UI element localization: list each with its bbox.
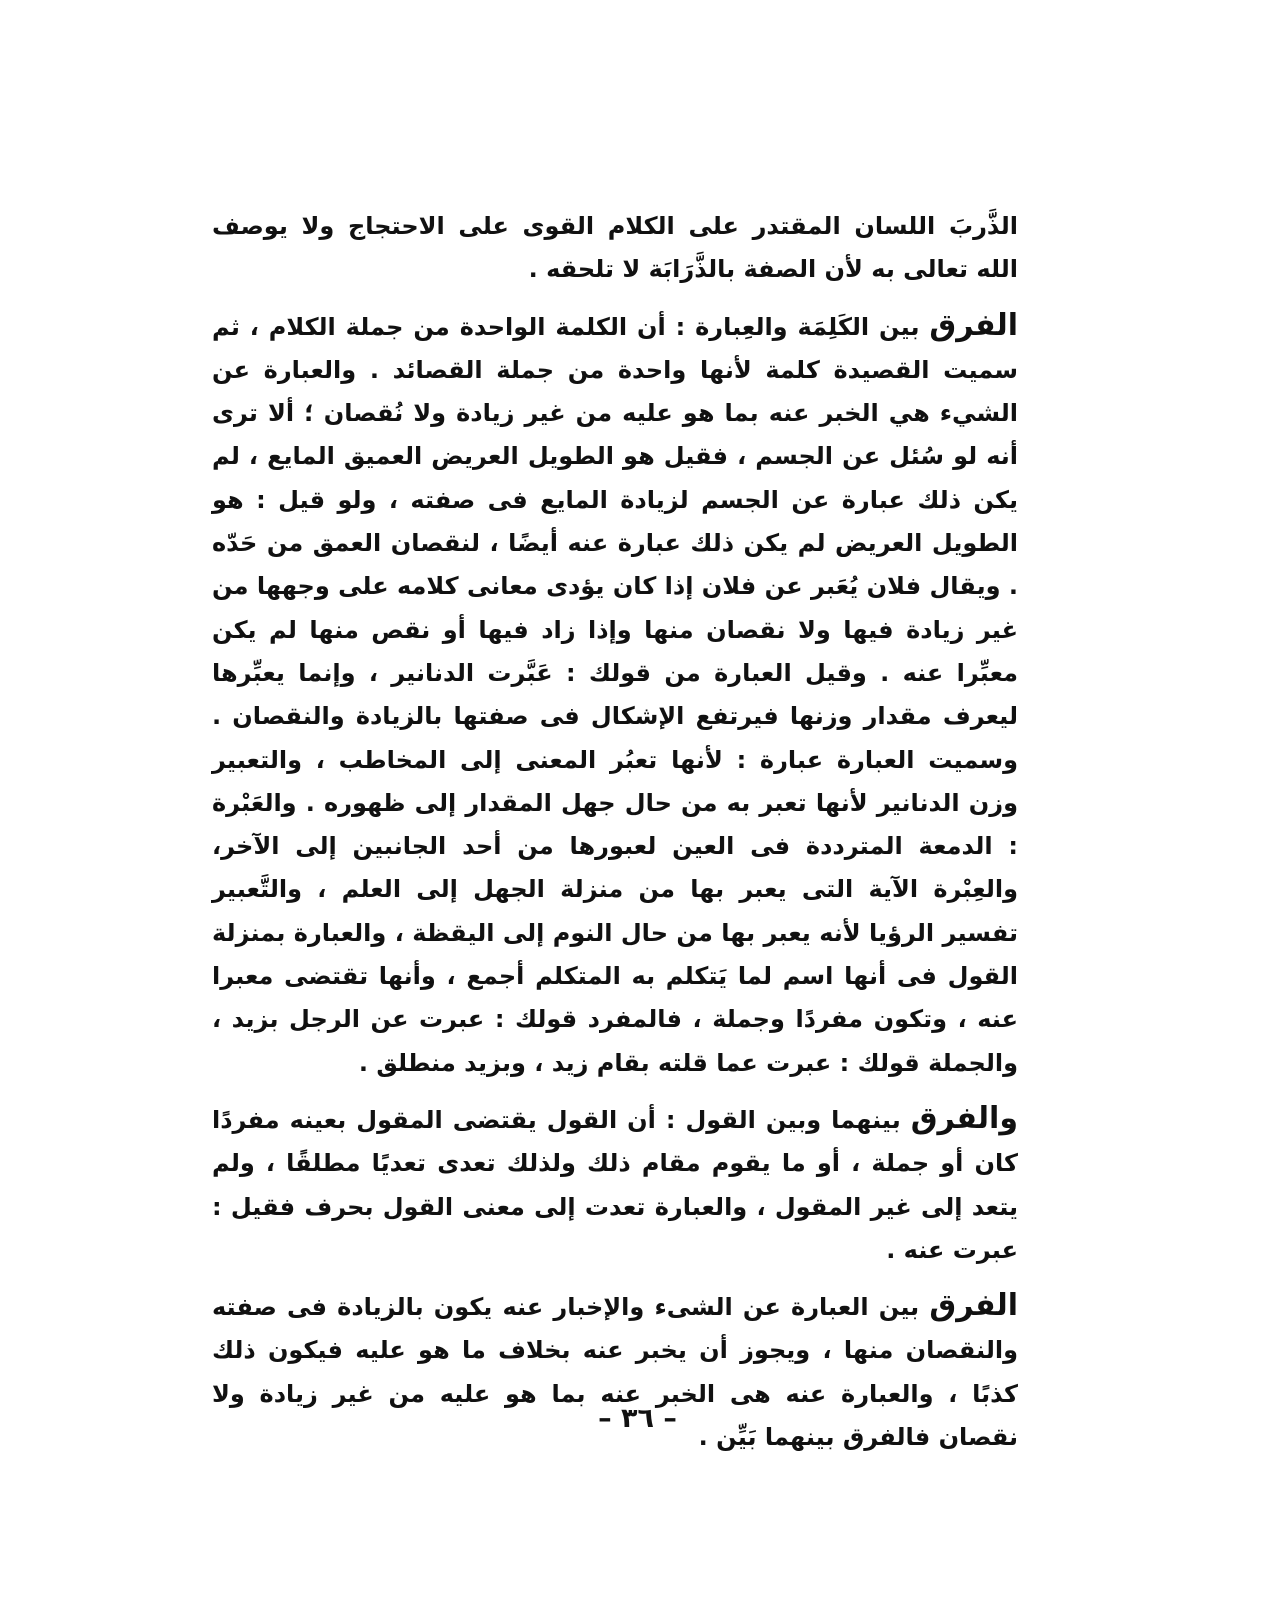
paragraph-kalima-ibara: [212, 304, 1018, 1085]
paragraph-opening: [212, 205, 1018, 292]
paragraph-qawl: [212, 1097, 1018, 1272]
paragraph-gap: [212, 1272, 1018, 1284]
paragraph-heading: الفرق: [929, 1288, 1018, 1324]
paragraph-heading: والفرق: [910, 1100, 1018, 1136]
page-body: [212, 205, 1018, 1459]
page-number: – ٣٦ –: [598, 1403, 677, 1434]
paragraph-text: بينهما وبين القول : أن القول يقتضى المقول بعينه مفردًا كان أو جملة ، أو ما يقوم مقام ذلك ولذلك تعدى تعديًا مطلقًا ، ولم يتعد إلى غير المقول ، والعبارة تعدت إلى معنى القول بحرف فقيل : عبرت عنه .: [212, 1105, 1018, 1264]
paragraph-heading: الفرق: [929, 307, 1018, 343]
paragraph-text: بين العبارة عن الشىء والإخبار عنه يكون بالزيادة فى صفته والنقصان منها ، ويجوز أن يخبر عنه بخلاف ما هو عليه فيكون ذلك كذبًا ، والعبارة عنه هى الخبر عنه بما هو عليه من غير زيادة ولا نقصان فالفرق بينهما بَيِّن .: [212, 1293, 1018, 1452]
paragraph-gap: [212, 1085, 1018, 1097]
paragraph-text: بين الكَلِمَة والعِبارة : أن الكلمة الواحدة من جملة الكلام ، ثم سميت القصيدة كلمة لأنها واحدة من جملة القصائد . والعبارة عن الشيء هي الخبر عنه بما هو عليه من غير زيادة ولا نُقصان ؛ ألا ترى أنه لو سُئل عن الجسم ، فقيل هو الطويل العريض العميق المايع ، لم يكن ذلك عبارة عن الجسم لزيادة المايع فى صفته ، ولو قيل : هو الطويل العريض لم يكن ذلك عبارة عنه أيضًا ، لنقصان العمق من حَدّه . ويقال فلان يُعَبر عن فلان إذا كان يؤدى معانى كلامه على وجهها من غير زيادة فيها ولا نقصان منها وإذا زاد فيها أو نقص منها لم يكن معبِّرا عنه . وقيل العبارة من قولك : عَبَّرت الدنانير ، وإنما يعبِّرها ليعرف مقدار وزنها فيرتفع الإشكال فى صفتها بالزيادة والنقصان . وسميت العبارة عبارة : لأنها تعبُر المعنى إلى المخاطب ، والتعبير وزن الدنانير لأنها تعبر به من حال جهل المقدار إلى ظهوره . والعَبْرة : الدمعة المترددة فى العين لعبورها من أحد الجانبين إلى الآخر، والعِبْرة الآية التى يعبر بها من منزلة الجهل إلى العلم ، والتَّعبير تفسير الرؤيا لأنه يعبر بها من حال النوم إلى اليقظة ، والعبارة بمنزلة القول فى أنها اسم لما يَتكلم به المتكلم أجمع ، وأنها تقتضى معبرا عنه ، وتكون مفردًا وجملة ، فالمفرد قولك : عبرت عن الرجل بزيد ، والجملة قولك : عبرت عما قلته بقام زيد ، وبزيد منطلق .: [212, 312, 1018, 1077]
paragraph-text: الذَّربَ اللسان المقتدر على الكلام القوى على الاحتجاج ولا يوصف الله تعالى به لأن الصفة بالذَّرَابَة لا تلحقه .: [212, 212, 1018, 284]
paragraph-gap: [212, 292, 1018, 304]
